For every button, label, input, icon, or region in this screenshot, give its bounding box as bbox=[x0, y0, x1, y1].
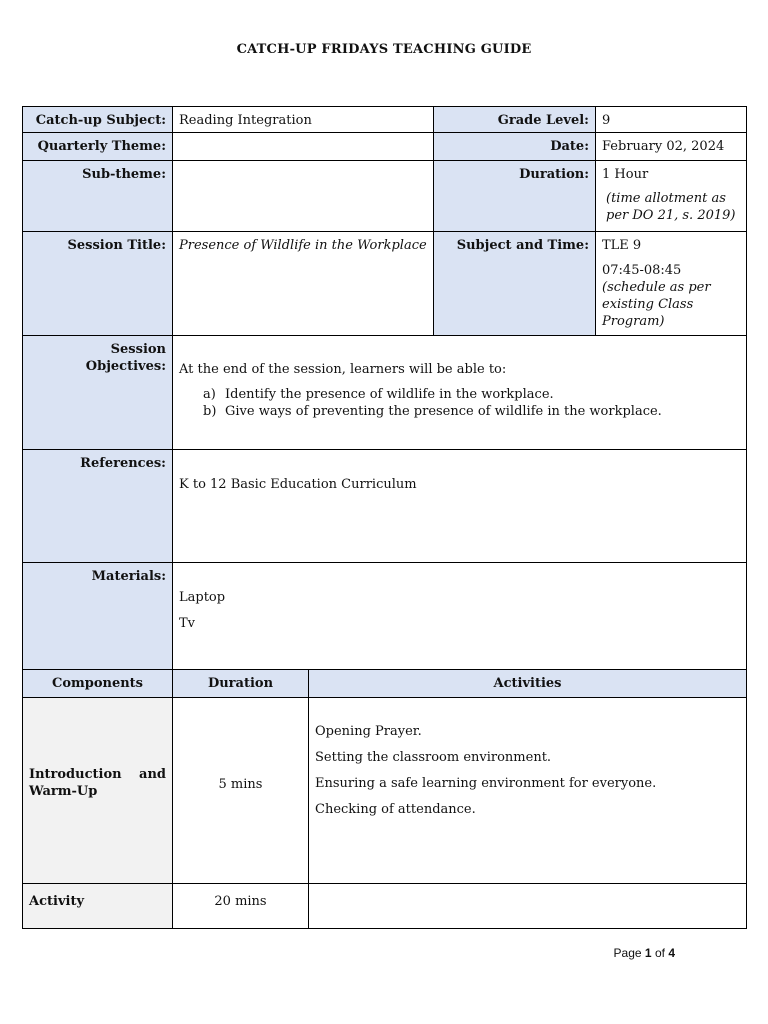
grade-level-label: Grade Level: bbox=[433, 106, 596, 133]
objective-marker: a) bbox=[203, 387, 216, 402]
duration-header: Duration bbox=[172, 669, 309, 698]
objectives-list bbox=[179, 386, 740, 420]
sub-theme-value bbox=[172, 160, 434, 232]
date-value: February 02, 2024 bbox=[595, 132, 747, 161]
page-footer bbox=[614, 946, 675, 960]
duration-cell bbox=[595, 160, 747, 232]
components-header: Components bbox=[22, 669, 173, 698]
document-title: CATCH-UP FRIDAYS TEACHING GUIDE bbox=[236, 42, 532, 57]
time-value: 07:45-08:45 bbox=[602, 263, 682, 278]
objective-text: Identify the presence of wildlife in the workplace. bbox=[225, 387, 554, 402]
session-title-label: Session Title: bbox=[22, 231, 173, 336]
objectives-intro: At the end of the session, learners will be able to: bbox=[179, 362, 507, 377]
objective-item bbox=[203, 403, 740, 420]
session-title-value: Presence of Wildlife in the Workplace bbox=[172, 231, 434, 336]
activity-activities bbox=[308, 883, 747, 929]
subject-time-value: TLE 9 bbox=[602, 238, 642, 253]
subject-time-label: Subject and Time: bbox=[433, 231, 596, 336]
subject-time-cell bbox=[595, 231, 747, 336]
grade-level-value: 9 bbox=[595, 106, 747, 133]
of-word: of bbox=[654, 946, 665, 960]
catchup-subject-label: Catch-up Subject: bbox=[22, 106, 173, 133]
time-note: (schedule as per existing Class Program) bbox=[602, 280, 711, 329]
page-total: 4 bbox=[668, 946, 675, 960]
references-value: K to 12 Basic Education Curriculum bbox=[172, 449, 747, 563]
activity-duration: 20 mins bbox=[172, 883, 309, 929]
date-label: Date: bbox=[433, 132, 596, 161]
sub-theme-label: Sub-theme: bbox=[22, 160, 173, 232]
materials-label: Materials: bbox=[22, 562, 173, 670]
material-item: Laptop bbox=[179, 590, 226, 605]
duration-label: Duration: bbox=[433, 160, 596, 232]
page-word: Page bbox=[613, 946, 642, 960]
intro-activities bbox=[308, 697, 747, 884]
component-intro-warmup: Introduction and Warm-Up bbox=[22, 697, 173, 884]
catchup-subject-value: Reading Integration bbox=[172, 106, 434, 133]
duration-note: (time allotment as per DO 21, s. 2019) bbox=[606, 191, 736, 223]
objective-item bbox=[203, 386, 740, 403]
intro-duration: 5 mins bbox=[172, 697, 309, 884]
quarterly-theme-value bbox=[172, 132, 434, 161]
activity-item: Opening Prayer. bbox=[315, 724, 422, 739]
activity-item: Setting the classroom environment. bbox=[315, 750, 552, 765]
quarterly-theme-label: Quarterly Theme: bbox=[22, 132, 173, 161]
component-activity: Activity bbox=[22, 883, 173, 929]
activity-item: Checking of attendance. bbox=[315, 802, 476, 817]
activities-header: Activities bbox=[308, 669, 747, 698]
material-item: Tv bbox=[179, 616, 196, 631]
objective-marker: b) bbox=[203, 404, 217, 419]
objective-text: Give ways of preventing the presence of wildlife in the workplace. bbox=[225, 404, 662, 419]
references-label: References: bbox=[22, 449, 173, 563]
session-objectives-cell bbox=[172, 335, 747, 450]
activity-item: Ensuring a safe learning environment for everyone. bbox=[315, 776, 657, 791]
duration-value: 1 Hour bbox=[602, 167, 649, 182]
page-number: 1 bbox=[644, 946, 652, 960]
session-objectives-label: Session Objectives: bbox=[22, 335, 173, 450]
materials-cell bbox=[172, 562, 747, 670]
